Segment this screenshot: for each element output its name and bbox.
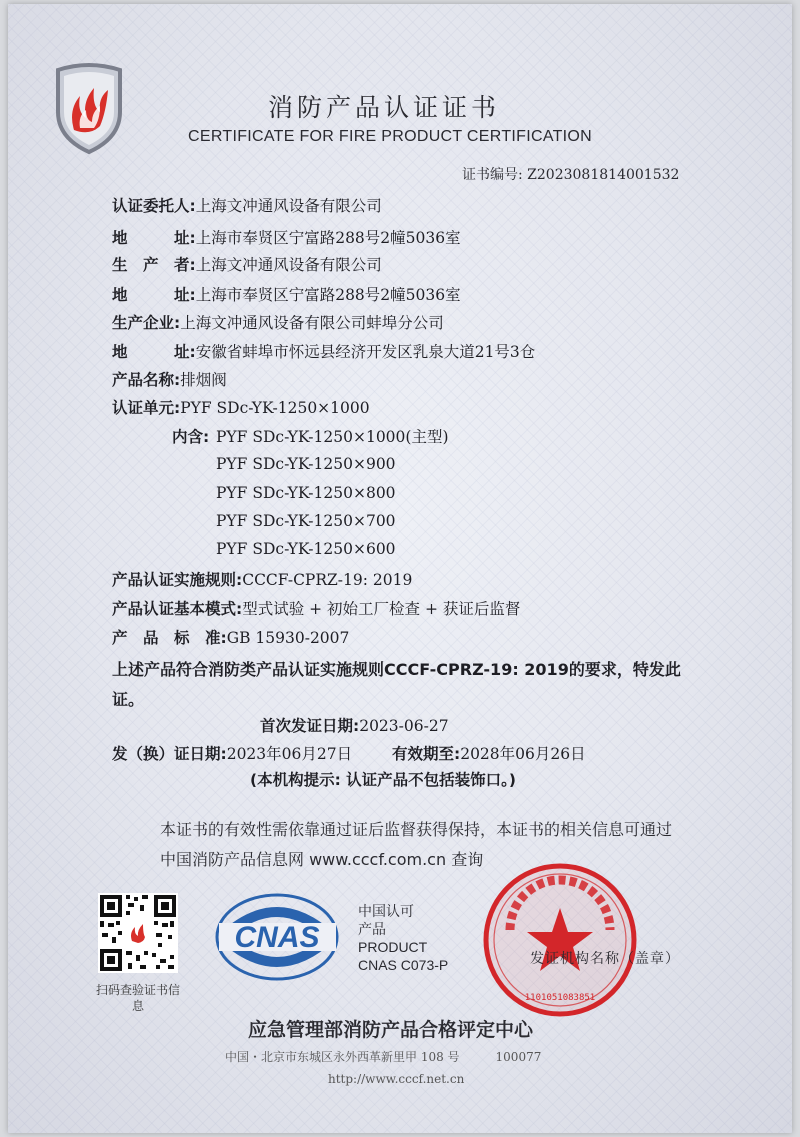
institution-note: (本机构提示: 认证产品不包括装饰口。) <box>250 771 517 789</box>
expiry-date <box>392 742 586 764</box>
contents-item: PYF SDc-YK-1250×700 <box>216 512 396 530</box>
field-row <box>112 194 382 216</box>
rule-label: 产 品 标 准: <box>112 629 227 647</box>
field-label: 认证单元: <box>112 399 181 417</box>
title-en: CERTIFICATE FOR FIRE PRODUCT CERTIFICATION <box>188 128 593 145</box>
footer-url[interactable]: http://www.cccf.net.cn <box>328 1072 465 1086</box>
field-value: 上海文冲通风设备有限公司蚌埠分公司 <box>180 314 444 332</box>
seal-number: 1101051083851 <box>524 993 596 1003</box>
field-value: 上海文冲通风设备有限公司 <box>195 256 382 274</box>
field-label: 地 址: <box>112 229 196 247</box>
field-row <box>112 226 461 248</box>
contents-label: 内含: <box>172 428 210 446</box>
field-value: 上海市奉贤区宁富路288号2幢5036室 <box>195 229 461 247</box>
cnas-logo-text: CNAS <box>234 921 320 954</box>
field-label: 地 址: <box>112 343 196 361</box>
field-row <box>112 340 535 362</box>
field-label: 产品名称: <box>112 371 181 389</box>
cnas-line: 产品 <box>358 921 386 937</box>
cnas-accreditation <box>358 902 448 974</box>
official-seal-icon <box>480 860 640 1020</box>
rule-row <box>112 568 412 590</box>
rule-label: 产品认证基本模式: <box>112 600 243 618</box>
validity-text: 本证书的有效性需依靠通过证后监督获得保持，本证书的相关信息可通过中国消防产品信息网 www.cccf.com.cn 查询 <box>160 820 673 869</box>
certificate-number <box>462 164 679 184</box>
expiry-label: 有效期至: <box>392 745 461 763</box>
field-label: 生 产 者: <box>112 256 196 274</box>
cert-no-value: Z2023081814001532 <box>527 167 680 183</box>
expiry-value: 2028年06月26日 <box>460 745 586 763</box>
footer-address: 中国・北京市东城区永外西革新里甲 108 号 100077 <box>225 1050 542 1064</box>
cnas-line: CNAS C073-P <box>358 957 449 973</box>
field-row <box>112 396 370 418</box>
cnas-line: PRODUCT <box>358 939 428 955</box>
field-row <box>112 311 444 333</box>
field-value: PYF SDc-YK-1250×1000 <box>180 399 370 417</box>
first-issue-label: 首次发证日期: <box>260 717 360 735</box>
rule-value: 型式试验 + 初始工厂检查 + 获证后监督 <box>242 600 521 618</box>
field-row <box>112 253 382 275</box>
field-label: 认证委托人: <box>112 197 196 215</box>
qr-code[interactable] <box>98 893 178 973</box>
fire-logo-icon <box>50 60 128 156</box>
contents-item: PYF SDc-YK-1250×900 <box>216 455 396 473</box>
cert-no-label: 证书编号: <box>462 167 523 183</box>
rule-row <box>112 626 349 648</box>
contents-item: PYF SDc-YK-1250×800 <box>216 484 396 502</box>
cnas-logo <box>215 893 340 981</box>
contents-item: PYF SDc-YK-1250×600 <box>216 540 396 558</box>
field-value: 安徽省蚌埠市怀远县经济开发区乳泉大道21号3仓 <box>195 343 536 361</box>
qr-caption: 扫码查验证书信息 <box>95 983 180 1013</box>
first-issue-date <box>260 714 449 736</box>
issue-date <box>112 742 352 764</box>
rule-value: CCCF-CPRZ-19: 2019 <box>242 571 413 589</box>
contents-item: PYF SDc-YK-1250×1000(主型) <box>216 428 449 446</box>
issue-label: 发（换）证日期: <box>112 745 227 763</box>
rule-label: 产品认证实施规则: <box>112 571 243 589</box>
field-value: 上海市奉贤区宁富路288号2幢5036室 <box>195 286 461 304</box>
field-label: 地 址: <box>112 286 196 304</box>
issuer-label: 发证机构名称（盖章） <box>530 951 680 967</box>
field-row <box>112 368 227 390</box>
issue-value: 2023年06月27日 <box>226 745 353 763</box>
conformity-statement: 上述产品符合消防类产品认证实施规则CCCF-CPRZ-19: 2019的要求，特发此证。 <box>112 660 681 709</box>
rule-value: GB 15930-2007 <box>226 629 350 647</box>
field-value: 上海文冲通风设备有限公司 <box>195 197 382 215</box>
field-label: 生产企业: <box>112 314 181 332</box>
title-cn: 消防产品认证证书 <box>268 93 501 122</box>
field-row <box>112 283 461 305</box>
cnas-line: 中国认可 <box>358 903 414 919</box>
rule-row <box>112 597 520 619</box>
issuing-center-name: 应急管理部消防产品合格评定中心 <box>248 1019 534 1041</box>
first-issue-value: 2023-06-27 <box>359 717 449 735</box>
field-value: 排烟阀 <box>180 371 227 389</box>
